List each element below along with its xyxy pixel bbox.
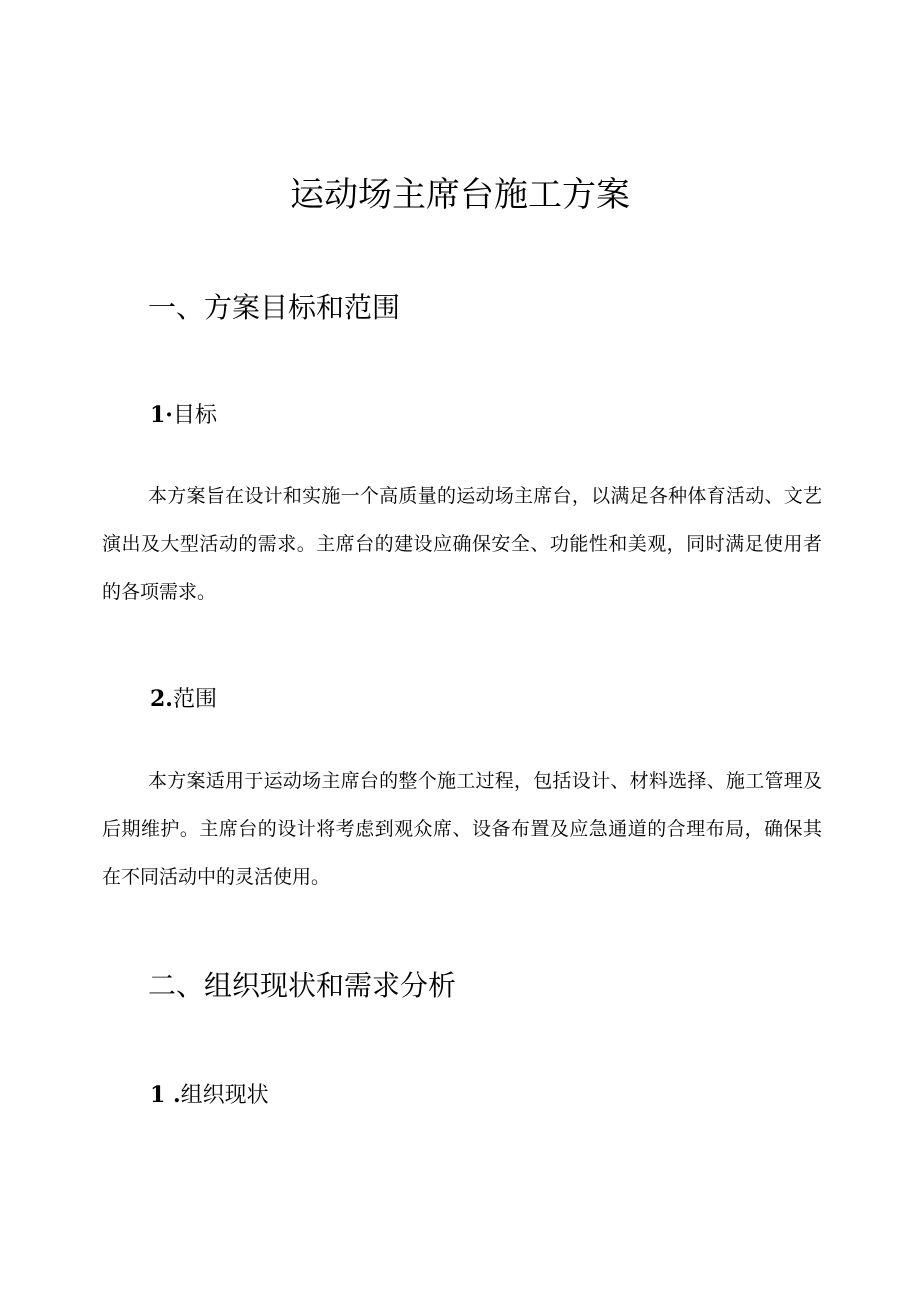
section-heading-1: 一、方案目标和范围 (148, 291, 401, 324)
subsection-number: 2. (150, 686, 173, 712)
subsection-heading-goal (150, 400, 217, 431)
paragraph-goal: 本方案旨在设计和实施一个高质量的运动场主席台，以满足各种体育活动、文艺演出及大型活动的需求。主席台的建设应确保安全、功能性和美观，同时满足使用者的各项需求。 (102, 485, 822, 603)
section-heading-2: 二、组织现状和需求分析 (148, 969, 457, 1002)
subsection-label: 范围 (172, 687, 217, 712)
subsection-heading-scope (150, 684, 217, 715)
document-title: 运动场主席台施工方案 (290, 175, 630, 215)
subsection-number: 1· (150, 402, 173, 428)
paragraph-scope: 本方案适用于运动场主席台的整个施工过程，包括设计、材料选择、施工管理及后期维护。主席台的设计将考虑到观众席、设备布置及应急通道的合理布局，确保其在不同活动中的灵活使用。 (102, 770, 822, 888)
subsection-number: 1 . (150, 1082, 181, 1108)
subsection-label: 目标 (172, 403, 217, 428)
subsection-heading-status (150, 1080, 269, 1111)
subsection-label: 组织现状 (180, 1083, 269, 1108)
